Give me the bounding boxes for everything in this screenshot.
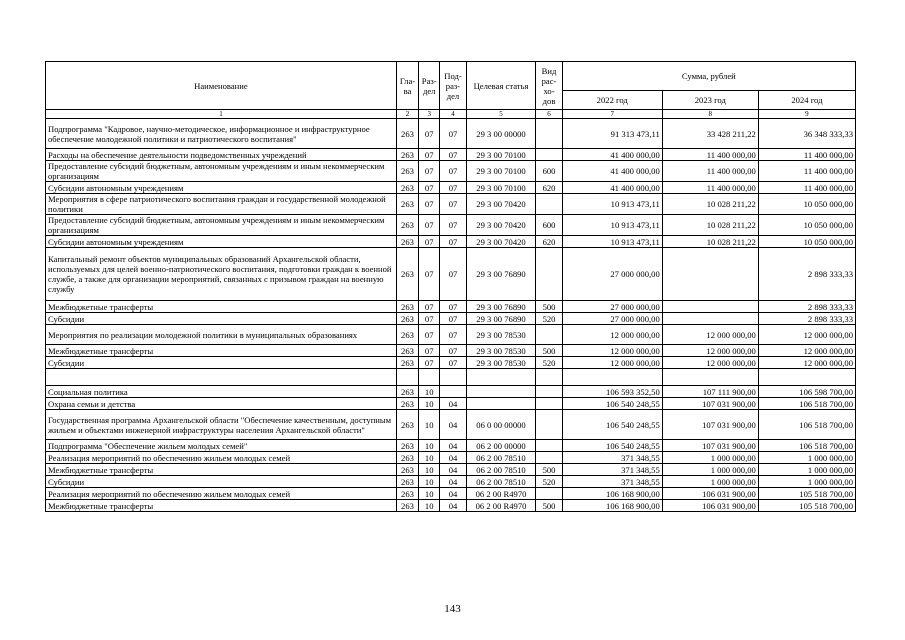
table-row <box>46 182 856 194</box>
row-vid <box>536 119 562 149</box>
row-name: Реализация мероприятий по обеспечению жильем молодых семей <box>46 452 397 464</box>
row-podrazdel: 07 <box>440 301 466 313</box>
row-glava: 263 <box>396 410 418 440</box>
column-number: 6 <box>536 110 562 119</box>
row-target: 29 3 00 78530 <box>466 345 536 357</box>
row-vid: 620 <box>536 236 562 248</box>
row-vid <box>536 452 562 464</box>
table-row <box>46 386 856 398</box>
table-row <box>46 488 856 500</box>
table-row <box>46 500 856 512</box>
row-razdel: 07 <box>419 313 440 325</box>
row-target: 29 3 00 70100 <box>466 182 536 194</box>
row-amount-2023: 1 000 000,00 <box>662 476 758 488</box>
row-glava: 263 <box>396 386 418 398</box>
table-row <box>46 369 856 386</box>
row-amount-2023: 33 428 211,22 <box>662 119 758 149</box>
header-year-2022: 2022 год <box>562 91 662 110</box>
row-amount-2022: 41 400 000,00 <box>562 182 662 194</box>
row-amount-2023: 11 400 000,00 <box>662 161 758 182</box>
header-glava: Гла-ва <box>396 62 418 110</box>
row-razdel: 10 <box>419 398 440 410</box>
row-name: Предоставление субсидий бюджетным, автономным учреждениям и иным некоммерческим организациям <box>46 161 397 182</box>
row-glava: 263 <box>396 325 418 345</box>
table-row <box>46 464 856 476</box>
row-amount-2024: 106 518 700,00 <box>758 410 855 440</box>
row-vid <box>536 410 562 440</box>
column-number: 2 <box>396 110 418 119</box>
row-target: 29 3 00 78530 <box>466 325 536 345</box>
row-amount-2024: 2 898 333,33 <box>758 301 855 313</box>
table-row <box>46 215 856 236</box>
row-name: Субсидии <box>46 476 397 488</box>
row-amount-2024: 105 518 700,00 <box>758 488 855 500</box>
header-razdel: Раз-дел <box>419 62 440 110</box>
header-year-2023: 2023 год <box>662 91 758 110</box>
column-number: 9 <box>758 110 855 119</box>
row-target: 29 3 00 70100 <box>466 161 536 182</box>
row-name: Субсидии автономным учреждениям <box>46 182 397 194</box>
table-row <box>46 194 856 215</box>
row-name: Мероприятия по реализации молодежной политики в муниципальных образованиях <box>46 325 397 345</box>
row-glava <box>396 369 418 386</box>
row-amount-2024: 2 898 333,33 <box>758 313 855 325</box>
row-podrazdel: 07 <box>440 248 466 301</box>
row-glava: 263 <box>396 452 418 464</box>
row-vid: 520 <box>536 357 562 369</box>
row-amount-2023 <box>662 248 758 301</box>
row-amount-2023: 106 031 900,00 <box>662 500 758 512</box>
row-amount-2024: 1 000 000,00 <box>758 452 855 464</box>
row-amount-2023 <box>662 313 758 325</box>
row-target: 06 2 00 78510 <box>466 452 536 464</box>
row-target: 06 2 00 R4970 <box>466 500 536 512</box>
row-name <box>46 369 397 386</box>
row-razdel: 07 <box>419 236 440 248</box>
row-amount-2022: 41 400 000,00 <box>562 149 662 161</box>
row-vid: 520 <box>536 476 562 488</box>
row-razdel: 07 <box>419 325 440 345</box>
row-podrazdel: 07 <box>440 345 466 357</box>
row-razdel: 10 <box>419 440 440 452</box>
column-number: 8 <box>662 110 758 119</box>
page-number: 143 <box>444 603 461 615</box>
row-target: 06 2 00 78510 <box>466 464 536 476</box>
table-row <box>46 161 856 182</box>
row-name: Предоставление субсидий бюджетным, автономным учреждениям и иным некоммерческим организациям <box>46 215 397 236</box>
budget-table <box>45 61 856 512</box>
row-amount-2022: 106 540 248,55 <box>562 398 662 410</box>
row-glava: 263 <box>396 248 418 301</box>
column-number: 4 <box>440 110 466 119</box>
row-vid <box>536 488 562 500</box>
row-amount-2023: 107 031 900,00 <box>662 398 758 410</box>
row-vid <box>536 440 562 452</box>
row-amount-2023 <box>662 369 758 386</box>
row-amount-2024: 11 400 000,00 <box>758 182 855 194</box>
row-target: 06 2 00 R4970 <box>466 488 536 500</box>
row-glava: 263 <box>396 215 418 236</box>
row-podrazdel: 04 <box>440 440 466 452</box>
table-row <box>46 325 856 345</box>
row-glava: 263 <box>396 161 418 182</box>
row-target: 29 3 00 70100 <box>466 149 536 161</box>
row-razdel: 07 <box>419 301 440 313</box>
row-name: Межбюджетные трансферты <box>46 301 397 313</box>
row-amount-2022: 10 913 473,11 <box>562 215 662 236</box>
row-name: Государственная программа Архангельской области "Обеспечение качественным, доступным жильем и объектами инженерной инфраструктуры населения Архангельской области" <box>46 410 397 440</box>
row-target: 29 3 00 70420 <box>466 215 536 236</box>
row-amount-2022: 10 913 473,11 <box>562 236 662 248</box>
table-row <box>46 149 856 161</box>
row-name: Мероприятия в сфере патриотического воспитания граждан и государственной молодежной политики <box>46 194 397 215</box>
row-razdel: 10 <box>419 476 440 488</box>
table-row <box>46 398 856 410</box>
row-podrazdel: 04 <box>440 398 466 410</box>
row-amount-2023: 10 028 211,22 <box>662 236 758 248</box>
column-number-row <box>46 110 856 119</box>
row-amount-2024: 1 000 000,00 <box>758 464 855 476</box>
row-amount-2022: 27 000 000,00 <box>562 301 662 313</box>
row-vid <box>536 398 562 410</box>
row-amount-2023 <box>662 301 758 313</box>
row-amount-2023: 107 111 900,00 <box>662 386 758 398</box>
row-razdel: 10 <box>419 488 440 500</box>
row-target <box>466 386 536 398</box>
row-amount-2022: 371 348,55 <box>562 476 662 488</box>
row-glava: 263 <box>396 464 418 476</box>
header-name: Наименование <box>46 62 397 110</box>
row-amount-2022: 91 313 473,11 <box>562 119 662 149</box>
row-amount-2022: 12 000 000,00 <box>562 357 662 369</box>
row-amount-2023: 107 031 900,00 <box>662 410 758 440</box>
row-vid <box>536 386 562 398</box>
row-amount-2022: 12 000 000,00 <box>562 325 662 345</box>
row-glava: 263 <box>396 301 418 313</box>
table-row <box>46 476 856 488</box>
row-glava: 263 <box>396 194 418 215</box>
row-name: Подпрограмма "Обеспечение жильем молодых семей" <box>46 440 397 452</box>
row-razdel: 10 <box>419 452 440 464</box>
row-name: Межбюджетные трансферты <box>46 500 397 512</box>
row-target: 06 0 00 00000 <box>466 410 536 440</box>
row-amount-2022: 10 913 473,11 <box>562 194 662 215</box>
row-name: Подпрограмма "Кадровое, научно-методическое, информационное и инфраструктурное обеспечение молодежной политики и патриотического воспитания" <box>46 119 397 149</box>
row-podrazdel: 04 <box>440 452 466 464</box>
row-target: 29 3 00 70420 <box>466 194 536 215</box>
row-glava: 263 <box>396 313 418 325</box>
row-podrazdel: 04 <box>440 500 466 512</box>
row-podrazdel: 04 <box>440 476 466 488</box>
row-vid: 500 <box>536 301 562 313</box>
row-podrazdel <box>440 369 466 386</box>
row-vid: 500 <box>536 464 562 476</box>
row-glava: 263 <box>396 476 418 488</box>
row-razdel: 07 <box>419 215 440 236</box>
row-name: Межбюджетные трансферты <box>46 345 397 357</box>
row-vid <box>536 248 562 301</box>
row-vid: 500 <box>536 345 562 357</box>
row-podrazdel: 07 <box>440 236 466 248</box>
column-number: 5 <box>466 110 536 119</box>
row-target: 29 3 00 76890 <box>466 248 536 301</box>
column-number: 7 <box>562 110 662 119</box>
row-amount-2024: 106 518 700,00 <box>758 398 855 410</box>
row-podrazdel: 04 <box>440 410 466 440</box>
row-podrazdel: 07 <box>440 325 466 345</box>
row-razdel <box>419 369 440 386</box>
row-target: 06 2 00 00000 <box>466 440 536 452</box>
row-amount-2024: 2 898 333,33 <box>758 248 855 301</box>
row-name: Охрана семьи и детства <box>46 398 397 410</box>
row-podrazdel: 07 <box>440 149 466 161</box>
row-podrazdel: 07 <box>440 215 466 236</box>
row-name: Межбюджетные трансферты <box>46 464 397 476</box>
row-vid: 600 <box>536 215 562 236</box>
table-row <box>46 452 856 464</box>
table-row <box>46 440 856 452</box>
row-amount-2022: 106 168 900,00 <box>562 500 662 512</box>
row-target: 06 2 00 78510 <box>466 476 536 488</box>
table-row <box>46 313 856 325</box>
row-amount-2024: 1 000 000,00 <box>758 476 855 488</box>
row-amount-2022: 106 540 248,55 <box>562 440 662 452</box>
row-vid <box>536 325 562 345</box>
row-amount-2022: 27 000 000,00 <box>562 313 662 325</box>
row-glava: 263 <box>396 357 418 369</box>
row-podrazdel <box>440 386 466 398</box>
row-glava: 263 <box>396 398 418 410</box>
row-name: Субсидии <box>46 313 397 325</box>
row-glava: 263 <box>396 488 418 500</box>
row-amount-2024 <box>758 369 855 386</box>
row-amount-2022: 371 348,55 <box>562 464 662 476</box>
table-body <box>46 110 856 512</box>
row-vid <box>536 369 562 386</box>
row-amount-2022 <box>562 369 662 386</box>
row-podrazdel: 07 <box>440 357 466 369</box>
row-glava: 263 <box>396 119 418 149</box>
row-podrazdel: 07 <box>440 161 466 182</box>
row-amount-2023: 1 000 000,00 <box>662 452 758 464</box>
row-target: 29 3 00 00000 <box>466 119 536 149</box>
row-glava: 263 <box>396 149 418 161</box>
header-vid: Вид рас-хо-дов <box>536 62 562 110</box>
row-podrazdel: 07 <box>440 194 466 215</box>
row-amount-2023: 106 031 900,00 <box>662 488 758 500</box>
row-vid <box>536 149 562 161</box>
header-year-2024: 2024 год <box>758 91 855 110</box>
row-name: Расходы на обеспечение деятельности подведомственных учреждений <box>46 149 397 161</box>
table-row <box>46 119 856 149</box>
row-razdel: 10 <box>419 386 440 398</box>
column-number: 1 <box>46 110 397 119</box>
row-amount-2023: 10 028 211,22 <box>662 215 758 236</box>
row-glava: 263 <box>396 236 418 248</box>
row-glava: 263 <box>396 440 418 452</box>
header-podrazdel: Под-раз-дел <box>440 62 466 110</box>
row-razdel: 07 <box>419 357 440 369</box>
row-name: Социальная политика <box>46 386 397 398</box>
row-glava: 263 <box>396 500 418 512</box>
row-amount-2024: 106 518 700,00 <box>758 440 855 452</box>
table-row <box>46 236 856 248</box>
row-name: Капитальный ремонт объектов муниципальных образований Архангельской области, используемых для целей военно-патриотического воспитания, подготовки граждан к военной службе, а также для организации мероприятий, связанных с призывом граждан на военную службу <box>46 248 397 301</box>
row-amount-2022: 12 000 000,00 <box>562 345 662 357</box>
row-target: 29 3 00 76890 <box>466 313 536 325</box>
row-amount-2023: 1 000 000,00 <box>662 464 758 476</box>
row-razdel: 07 <box>419 119 440 149</box>
row-amount-2023: 12 000 000,00 <box>662 357 758 369</box>
row-razdel: 07 <box>419 149 440 161</box>
row-name: Субсидии автономным учреждениям <box>46 236 397 248</box>
row-razdel: 07 <box>419 182 440 194</box>
row-amount-2024: 106 598 700,00 <box>758 386 855 398</box>
row-vid: 520 <box>536 313 562 325</box>
row-amount-2023: 107 031 900,00 <box>662 440 758 452</box>
table-row <box>46 301 856 313</box>
row-amount-2024: 10 050 000,00 <box>758 194 855 215</box>
row-amount-2024: 12 000 000,00 <box>758 325 855 345</box>
row-target <box>466 369 536 386</box>
row-razdel: 10 <box>419 500 440 512</box>
table-row <box>46 345 856 357</box>
row-podrazdel: 04 <box>440 464 466 476</box>
row-target: 29 3 00 76890 <box>466 301 536 313</box>
row-name: Субсидии <box>46 357 397 369</box>
row-razdel: 07 <box>419 345 440 357</box>
row-razdel: 07 <box>419 248 440 301</box>
row-amount-2023: 10 028 211,22 <box>662 194 758 215</box>
row-amount-2024: 11 400 000,00 <box>758 149 855 161</box>
table-row <box>46 410 856 440</box>
row-amount-2022: 27 000 000,00 <box>562 248 662 301</box>
row-glava: 263 <box>396 345 418 357</box>
row-vid: 500 <box>536 500 562 512</box>
row-amount-2024: 10 050 000,00 <box>758 215 855 236</box>
row-razdel: 07 <box>419 194 440 215</box>
row-amount-2024: 105 518 700,00 <box>758 500 855 512</box>
row-podrazdel: 07 <box>440 119 466 149</box>
row-amount-2024: 12 000 000,00 <box>758 357 855 369</box>
row-vid: 600 <box>536 161 562 182</box>
row-amount-2022: 106 593 352,50 <box>562 386 662 398</box>
row-podrazdel: 04 <box>440 488 466 500</box>
row-amount-2023: 12 000 000,00 <box>662 325 758 345</box>
header-sum: Сумма, рублей <box>562 62 855 91</box>
row-vid <box>536 194 562 215</box>
column-number: 3 <box>419 110 440 119</box>
row-amount-2024: 12 000 000,00 <box>758 345 855 357</box>
row-amount-2022: 371 348,55 <box>562 452 662 464</box>
table-row <box>46 248 856 301</box>
row-glava: 263 <box>396 182 418 194</box>
row-amount-2023: 11 400 000,00 <box>662 149 758 161</box>
row-razdel: 10 <box>419 464 440 476</box>
row-amount-2022: 106 540 248,55 <box>562 410 662 440</box>
row-podrazdel: 07 <box>440 313 466 325</box>
row-amount-2024: 36 348 333,33 <box>758 119 855 149</box>
row-name: Реализация мероприятий по обеспечению жильем молодых семей <box>46 488 397 500</box>
row-razdel: 10 <box>419 410 440 440</box>
header-target: Целевая статья <box>466 62 536 110</box>
row-amount-2024: 11 400 000,00 <box>758 161 855 182</box>
row-amount-2023: 11 400 000,00 <box>662 182 758 194</box>
table-row <box>46 357 856 369</box>
row-amount-2022: 41 400 000,00 <box>562 161 662 182</box>
row-podrazdel: 07 <box>440 182 466 194</box>
row-amount-2023: 12 000 000,00 <box>662 345 758 357</box>
row-amount-2022: 106 168 900,00 <box>562 488 662 500</box>
row-target: 29 3 00 78530 <box>466 357 536 369</box>
row-razdel: 07 <box>419 161 440 182</box>
row-target <box>466 398 536 410</box>
row-vid: 620 <box>536 182 562 194</box>
row-target: 29 3 00 70420 <box>466 236 536 248</box>
row-amount-2024: 10 050 000,00 <box>758 236 855 248</box>
